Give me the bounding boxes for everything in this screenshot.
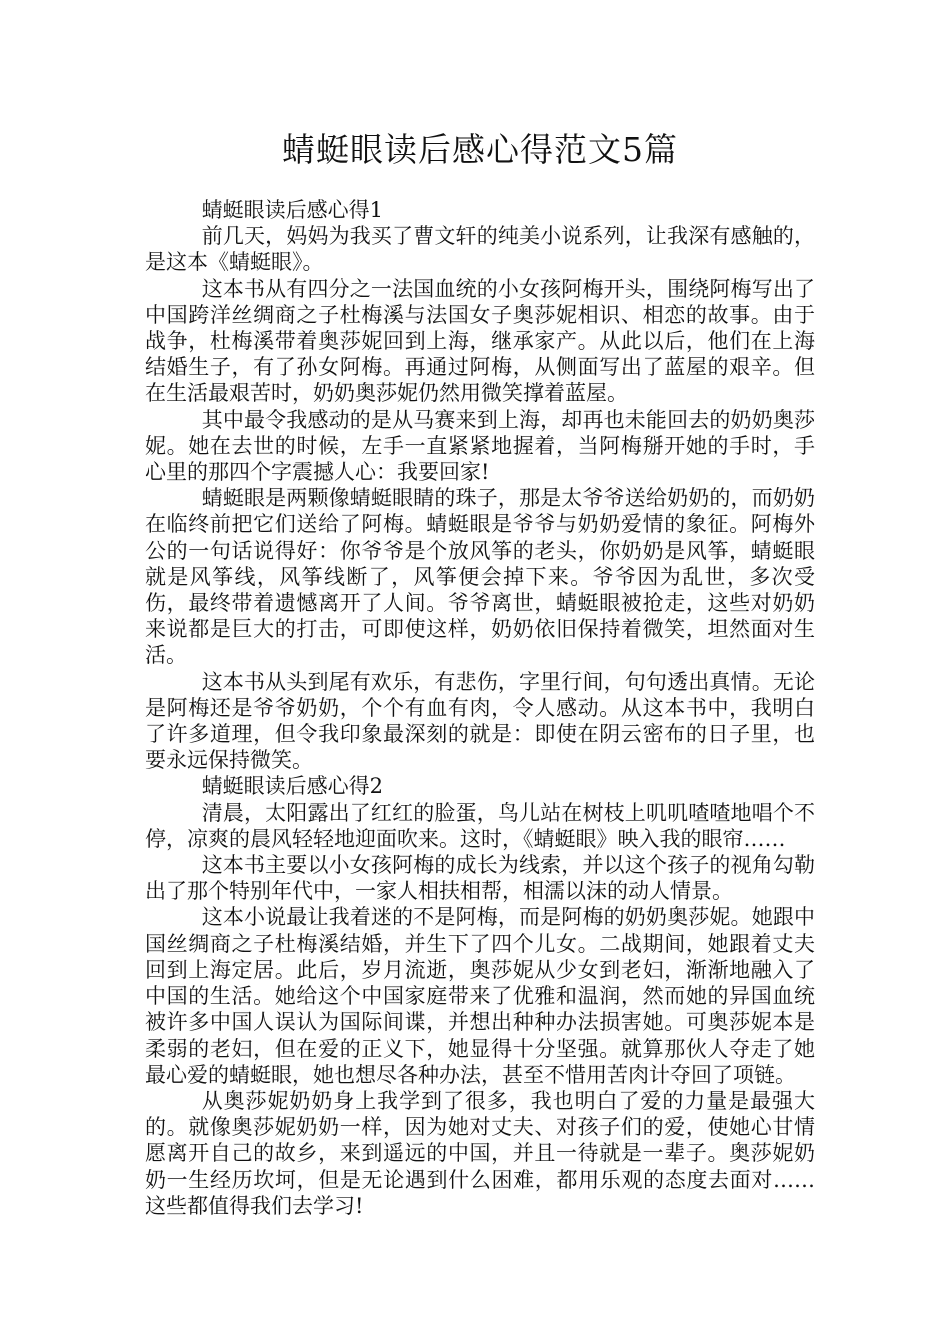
paragraph: 这本书从有四分之一法国血统的小女孩阿梅开头，围绕阿梅写出了中国跨洋丝绸商之子杜梅溪与法国女子奥莎妮相识、相恋的故事。由于战争，杜梅溪带着奥莎妮回到上海，继承家产。从此以后，他们在上海结婚生子，有了孙女阿梅。再通过阿梅，从侧面写出了蓝屋的艰辛。但在生活最艰苦时，奶奶奥莎妮仍然用微笑撑着蓝屋。 bbox=[145, 276, 815, 406]
paragraph: 这本书从头到尾有欢乐，有悲伤，字里行间，句句透出真情。无论是阿梅还是爷爷奶奶，个个有血有肉，令人感动。从这本书中，我明白了许多道理，但令我印象最深刻的就是：即使在阴云密布的日子里，也要永远保持微笑。 bbox=[145, 669, 815, 773]
paragraph: 其中最令我感动的是从马赛来到上海，却再也未能回去的奶奶奥莎妮。她在去世的时候，左手一直紧紧地握着，当阿梅掰开她的手时，手心里的那四个字震撼人心：我要回家! bbox=[145, 407, 815, 485]
paragraph: 这本小说最让我着迷的不是阿梅，而是阿梅的奶奶奥莎妮。她跟中国丝绸商之子杜梅溪结婚，并生下了四个儿女。二战期间，她跟着丈夫回到上海定居。此后，岁月流逝，奥莎妮从少女到老妇，渐渐地融入了中国的生活。她给这个中国家庭带来了优雅和温润，然而她的异国血统被许多中国人误认为国际间谍，并想出种种办法损害她。可奥莎妮本是柔弱的老妇，但在爱的正义下，她显得十分坚强。就算那伙人夺走了她最心爱的蜻蜓眼，她也想尽各种办法，甚至不惜用苦肉计夺回了项链。 bbox=[145, 905, 815, 1087]
paragraph: 前几天，妈妈为我买了曹文轩的纯美小说系列，让我深有感触的，是这本《蜻蜓眼》。 bbox=[145, 224, 815, 275]
paragraph: 清晨，太阳露出了红红的脸蛋，鸟儿站在树枝上叽叽喳喳地唱个不停，凉爽的晨风轻轻地迎面吹来。这时，《蜻蜓眼》映入我的眼帘…… bbox=[145, 800, 815, 851]
document-title: 蜻蜓眼读后感心得范文5篇 bbox=[282, 130, 678, 169]
paragraph: 这本书主要以小女孩阿梅的成长为线索，并以这个孩子的视角勾勒出了那个特别年代中，一家人相扶相帮，相濡以沫的动人情景。 bbox=[145, 853, 815, 904]
paragraph: 从奥莎妮奶奶身上我学到了很多，我也明白了爱的力量是最强大的。就像奥莎妮奶奶一样，因为她对丈夫、对孩子们的爱，使她心甘情愿离开自己的故乡，来到遥远的中国，并且一待就是一辈子。奥莎妮奶奶一生经历坎坷，但是无论遇到什么困难，都用乐观的态度去面对……这些都值得我们去学习! bbox=[145, 1088, 815, 1218]
document-body bbox=[145, 197, 815, 1219]
section-heading-1: 蜻蜓眼读后感心得1 bbox=[201, 198, 384, 222]
section-heading-2: 蜻蜓眼读后感心得2 bbox=[201, 774, 384, 799]
paragraph: 蜻蜓眼是两颗像蜻蜓眼睛的珠子，那是太爷爷送给奶奶的，而奶奶在临终前把它们送给了阿梅。蜻蜓眼是爷爷与奶奶爱情的象征。阿梅外公的一句话说得好：你爷爷是个放风筝的老头，你奶奶是风筝，蜻蜓眼就是风筝线，风筝线断了，风筝便会掉下来。爷爷因为乱世，多次受伤，最终带着遗憾离开了人间。爷爷离世，蜻蜓眼被抢走，这些对奶奶来说都是巨大的打击，可即使这样，奶奶依旧保持着微笑，坦然面对生活。 bbox=[145, 486, 815, 668]
